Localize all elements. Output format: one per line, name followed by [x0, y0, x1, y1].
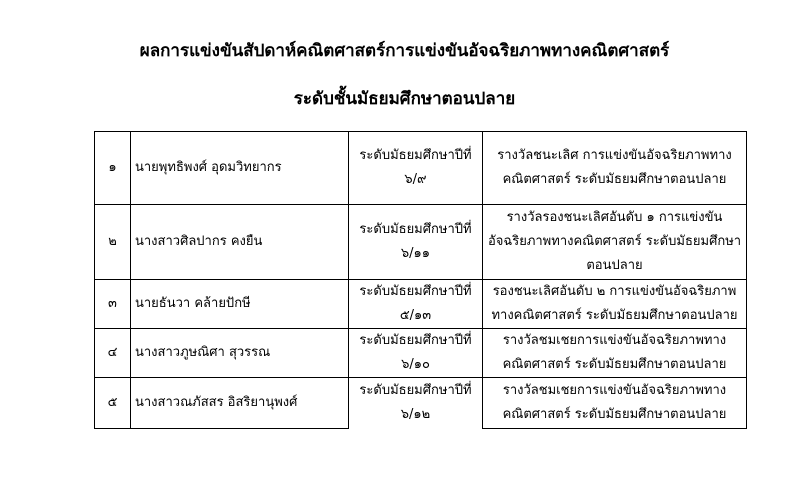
grade-level-label: ระดับมัธยมศึกษาปีที่	[359, 222, 472, 237]
award	[483, 329, 747, 378]
award-line: ตอนปลาย	[586, 258, 643, 273]
award	[483, 378, 747, 429]
award-line: รางวัลชมเชยการแข่งขันอัจฉริยภาพทาง	[502, 333, 727, 348]
grade-level	[349, 205, 483, 280]
award	[483, 280, 747, 329]
award-line: อัจฉริยภาพทางคณิตศาสตร์ ระดับมัธยมศึกษา	[487, 234, 742, 249]
grade-level-class: ๕/๑๓	[399, 308, 432, 323]
award-line: รางวัลชมเชยการแข่งขันอัจฉริยภาพทาง	[502, 383, 727, 398]
table-row	[95, 205, 747, 280]
document-subtitle: ระดับชั้นมัธยมศึกษาตอนปลาย	[293, 89, 516, 109]
table-row	[95, 280, 747, 329]
award-line: คณิตศาสตร์ ระดับมัธยมศึกษาตอนปลาย	[502, 357, 727, 372]
table-row	[95, 132, 747, 205]
grade-level	[349, 329, 483, 378]
rank-number: ๑	[95, 132, 131, 205]
grade-level	[349, 280, 483, 329]
award	[483, 132, 747, 205]
grade-level-label: ระดับมัธยมศึกษาปีที่	[359, 333, 472, 348]
rank-number: ๔	[95, 329, 131, 378]
student-name: นางสาวภูษณิศา สุวรรณ	[131, 329, 349, 378]
grade-level	[349, 378, 483, 429]
grade-level-class: ๖/๑๐	[401, 357, 430, 372]
award-line: รองชนะเลิศอันดับ ๒ การแข่งขันอัจฉริยภาพ	[492, 284, 737, 299]
table-row	[95, 329, 747, 378]
grade-level-class: ๖/๙	[404, 172, 427, 187]
student-name: นางสาวศิลปากร คงยืน	[131, 205, 349, 280]
rank-number: ๕	[95, 378, 131, 429]
table-row	[95, 378, 747, 429]
grade-level	[349, 132, 483, 205]
grade-level-class: ๖/๑๑	[400, 246, 431, 261]
rank-number: ๒	[95, 205, 131, 280]
award	[483, 205, 747, 280]
award-line: คณิตศาสตร์ ระดับมัธยมศึกษาตอนปลาย	[502, 407, 727, 422]
grade-level-class: ๖/๑๒	[400, 407, 431, 423]
results-table	[94, 131, 747, 429]
award-line: ทางคณิตศาสตร์ ระดับมัธยมศึกษาตอนปลาย	[491, 308, 738, 323]
student-name: นางสาวณภัสสร อิสริยานุพงศ์	[131, 378, 349, 429]
student-name: นายธันวา คล้ายปักษี	[131, 280, 349, 329]
grade-level-label: ระดับมัธยมศึกษาปีที่	[359, 284, 472, 299]
award-line: รางวัลรองชนะเลิศอันดับ ๑ การแข่งขัน	[506, 210, 723, 225]
student-name: นายพุทธิพงศ์ อุดมวิทยากร	[131, 132, 349, 205]
grade-level-label: ระดับมัธยมศึกษาปีที่	[359, 148, 472, 163]
award-line: คณิตศาสตร์ ระดับมัธยมศึกษาตอนปลาย	[502, 172, 727, 187]
grade-level-label: ระดับมัธยมศึกษาปีที่	[359, 383, 472, 399]
rank-number: ๓	[95, 280, 131, 329]
award-line: รางวัลชนะเลิศ การแข่งขันอัจฉริยภาพทาง	[497, 148, 732, 163]
document-title: ผลการแข่งขันสัปดาห์คณิตศาสตร์การแข่งขันอัจฉริยภาพทางคณิตศาสตร์	[139, 41, 670, 61]
